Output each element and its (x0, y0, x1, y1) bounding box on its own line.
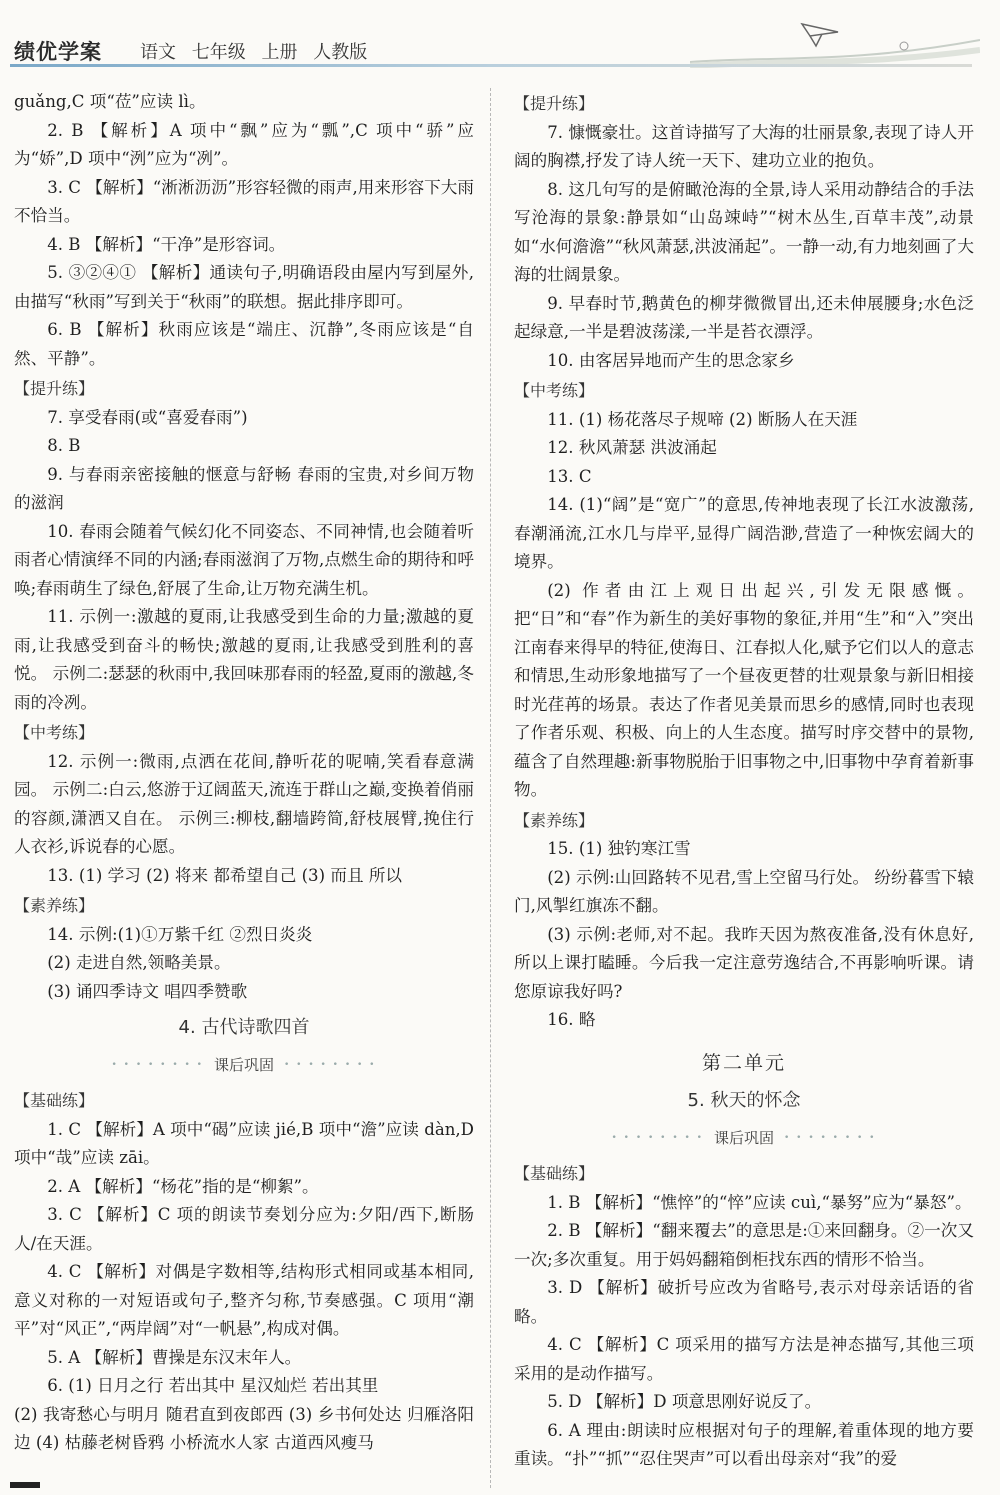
answer-paragraph: 14. 示例:(1)①万紫千红 ②烈日炎炎 (47, 924, 313, 944)
section-heading: 【 素养练 】 (14, 892, 474, 921)
answer-paragraph: 6. (1) 日月之行 若出其中 星汉灿烂 若出其里 (47, 1376, 379, 1396)
answer-paragraph: 3. C 【解析】“淅淅沥沥”形容轻微的雨声,用来形容下大雨不恰当。 (14, 177, 474, 225)
grade-label: 七年级 (191, 42, 246, 63)
section-heading: 【 提升练 】 (514, 90, 974, 119)
brand-logo: 绩优学案 (14, 40, 102, 64)
edition-label: 人教版 (313, 42, 368, 63)
answer-paragraph: 9. 与春雨亲密接触的惬意与舒畅 春雨的宝贵,对乡间万物的滋润 (14, 464, 474, 512)
subject-label: 语文 (140, 42, 176, 63)
header-rule (10, 64, 972, 67)
answer-paragraph: 4. C 【解析】对偶是字数相等,结构形式相同或基本相同,意义对称的一对短语或句子,整齐匀称,节奏感强。C 项用“潮平”对“风正”,“两岸阔”对“一帆悬”,构成对偶。 (14, 1262, 474, 1339)
column-divider (490, 88, 491, 1488)
page-corner-mark (10, 1482, 40, 1488)
section-heading: 【 素养练 】 (514, 807, 974, 836)
answer-paragraph: 2. A 【解析】“杨花”指的是“柳絮”。 (47, 1176, 319, 1196)
answer-paragraph: 4. C 【解析】C 项采用的描写方法是神态描写,其他三项采用的是动作描写。 (514, 1335, 974, 1383)
answer-paragraph: 1. B 【解析】“憔悴”的“悴”应读 cuì,“暴努”应为“暴怒”。 (547, 1192, 972, 1212)
subsection-banner: • • • 课后巩固 • • • (514, 1124, 974, 1153)
right-column (514, 88, 974, 1474)
answer-paragraph: (3) 诵四季诗文 唱四季赞歌 (47, 981, 248, 1001)
answer-paragraph: 7. 慷慨豪壮。这首诗描写了大海的壮丽景象,表现了诗人开阔的胸襟,抒发了诗人统一天下、建功立业的抱负。 (514, 122, 974, 170)
answer-paragraph: 11. 示例一:激越的夏雨,让我感受到生命的力量;激越的夏雨,让我感受到奋斗的畅快;激越的夏雨,让我感受到胜利的喜悦。 示例二:瑟瑟的秋雨中,我回味那春雨的轻盈,夏雨的激越,冬雨的冷冽。 (14, 607, 474, 712)
answer-paragraph: 2. B 【解析】A 项中“飘”应为“瓢”,C 项中“骄”应为“娇”,D 项中“洌”应为“冽”。 (14, 120, 474, 168)
answer-paragraph: 3. C 【解析】C 项的朗读节奏划分应为:夕阳/西下,断肠人/在天涯。 (14, 1205, 474, 1253)
paper-plane-icon (690, 10, 980, 68)
answer-paragraph: (2) 我寄愁心与明月 随君直到夜郎西 (3) 乡书何处达 归雁洛阳边 (4) 枯藤老树昏鸦 小桥流水人家 古道西风瘦马 (14, 1404, 474, 1453)
answer-paragraph: 13. (1) 学习 (2) 将来 都希望自己 (3) 而且 所以 (47, 865, 403, 885)
answer-paragraph: (2) 作者由江上观日出起兴,引发无限感慨。把“日”和“春”作为新生的美好事物的象征,并用“生”和“入”突出江南春来得早的特征,使海日、江春拟人化,赋予它们以人的意志和情思,生动形象地描写了一个昼夜更替的壮观景象与新旧相接时光荏苒的场景。表达了作者见美景而思乡的感情,同时也表现了作者乐观、积极、向上的人生态度。描写时序交替中的景物,蕴含了自然理趣:新事物脱胎于旧事物之中,旧事物中孕育着新事物。 (514, 580, 974, 799)
answer-paragraph: 4. B 【解析】“干净”是形容词。 (47, 234, 286, 254)
answer-paragraph: 8. B (47, 436, 81, 455)
answer-paragraph: 3. D 【解析】破折号应改为省略号,表示对母亲话语的省略。 (514, 1278, 974, 1326)
answer-paragraph: 6. A 理由:朗读时应根据对句子的理解,着重体现的地方要重读。“扑”“抓”“忍住哭声”可以看出母亲对“我”的爱 (514, 1420, 974, 1469)
subsection-banner: • • • 课后巩固 • • • (14, 1051, 474, 1080)
answer-paragraph: 12. 秋风萧瑟 洪波涌起 (547, 438, 717, 457)
answer-paragraph: 9. 早春时节,鹅黄色的柳芽微微冒出,还未伸展腰身;水色泛起绿意,一半是碧波荡漾,一半是苔衣漂浮。 (514, 293, 974, 341)
answer-paragraph: 12. 示例一:微雨,点洒在花间,静听花的呢喃,笑看春意满园。 示例二:白云,悠游于辽阔蓝天,流连于群山之巅,变换着俏丽的容颜,潇洒又自在。 示例三:柳枝,翻墙跨简,舒枝展臂,挽住行人衣衫,诉说春的心愿。 (14, 751, 474, 856)
answer-paragraph: 7. 享受春雨(或“喜爱春雨”) (47, 407, 248, 427)
lesson-title: 4. 古代诗歌四首 (178, 1017, 310, 1038)
book-info (140, 38, 377, 64)
section-heading: 【 基础练 】 (14, 1087, 474, 1116)
answer-paragraph: (2) 示例:山回路转不见君,雪上空留马行处。 纷纷暮雪下辕门,风掣红旗冻不翻。 (514, 867, 974, 915)
section-heading: 【 中考练 】 (514, 377, 974, 406)
section-heading: 【 提升练 】 (14, 375, 474, 404)
answer-paragraph: 5. ③②④① 【解析】通读句子,明确语段由屋内写到屋外,由描写“秋雨”写到关于“秋雨”的联想。据此排序即可。 (14, 263, 474, 311)
answer-paragraph: guǎng,C 项“莅”应读 lì。 (14, 92, 206, 111)
answer-paragraph: 13. C (547, 466, 592, 486)
page-header (0, 0, 1000, 70)
answer-paragraph: 8. 这几句写的是俯瞰沧海的全景,诗人采用动静结合的手法写沧海的景象:静景如“山岛竦峙”“树木丛生,百草丰茂”,动景如“水何澹澹”“秋风萧瑟,洪波涌起”。一静一动,有力地刻画了大海的壮阔景象。 (514, 179, 974, 284)
answer-paragraph: 2. B 【解析】“翻来覆去”的意思是:①来回翻身。②一次又一次;多次重复。用于妈妈翻箱倒柜找东西的情形不恰当。 (514, 1221, 974, 1269)
answer-paragraph: (2) 走进自然,领略美景。 (47, 953, 231, 972)
answer-paragraph: 6. B 【解析】秋雨应该是“端庄、沉静”,冬雨应该是“自然、平静”。 (14, 320, 474, 368)
answer-paragraph: 5. A 【解析】曹操是东汉末年人。 (47, 1347, 302, 1367)
answer-paragraph: 10. 由客居异地而产生的思念家乡 (547, 350, 795, 370)
answer-paragraph: 5. D 【解析】D 项意思刚好说反了。 (547, 1392, 822, 1412)
section-heading: 【 中考练 】 (14, 719, 474, 748)
unit-title: 第二单元 (701, 1051, 786, 1074)
volume-label: 上册 (261, 42, 298, 63)
lesson-title: 5. 秋天的怀念 (687, 1090, 801, 1111)
answer-paragraph: 11. (1) 杨花落尽子规啼 (2) 断肠人在天涯 (547, 409, 858, 429)
answer-paragraph: 1. C 【解析】A 项中“碣”应读 jié,B 项中“澹”应读 dàn,D 项中“哉”应读 zāi。 (14, 1119, 474, 1168)
left-column (14, 88, 474, 1458)
answer-paragraph: 16. 略 (547, 1010, 596, 1029)
answer-paragraph: 15. (1) 独钓寒江雪 (547, 839, 691, 858)
answer-paragraph: 10. 春雨会随着气候幻化不同姿态、不同神情,也会随着听雨者心情演绎不同的内涵;春雨滋润了万物,点燃生命的期待和呼唤;春雨萌生了绿色,舒展了生命,让万物充满生机。 (14, 521, 475, 598)
section-heading: 【 基础练 】 (514, 1160, 974, 1189)
answer-paragraph: 14. (1)“阔”是“宽广”的意思,传神地表现了长江水波激荡,春潮涌流,江水几与岸平,显得广阔浩渺,营造了一种恢宏阔大的境界。 (514, 495, 974, 571)
answer-paragraph: (3) 示例:老师,对不起。我昨天因为熬夜准备,没有休息好,所以上课打瞌睡。今后我一定注意劳逸结合,不再影响听课。请您原谅我好吗? (514, 924, 974, 1001)
